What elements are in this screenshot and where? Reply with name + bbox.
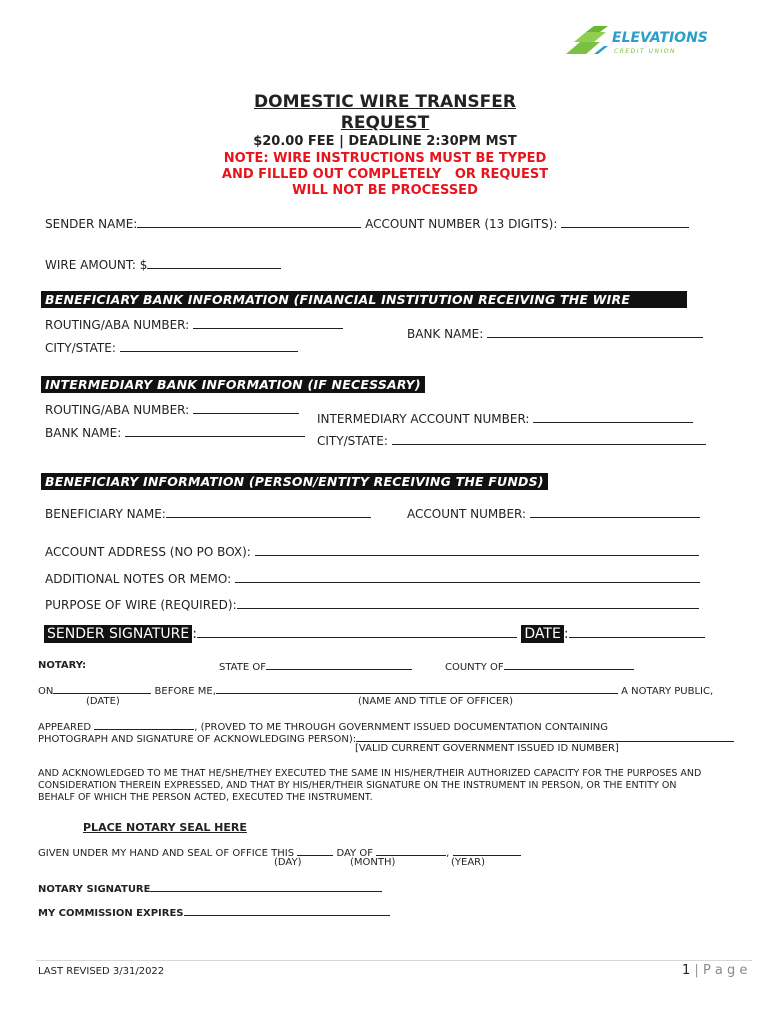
logo-name: ELEVATIONS [612, 30, 708, 46]
beneficiary-name-row [45, 506, 371, 521]
notary-before-me: BEFORE ME, [154, 686, 216, 697]
ib-city-field[interactable] [392, 433, 706, 445]
notary-commission-field[interactable] [184, 906, 390, 916]
account-number-field[interactable] [561, 216, 689, 228]
beneficiary-name-label: BENEFICIARY NAME: [45, 507, 166, 521]
logo [564, 22, 714, 62]
ib-account-row [317, 411, 693, 426]
signature-date-field[interactable] [569, 624, 705, 638]
notary-photograph-text: PHOTOGRAPH AND SIGNATURE OF ACKNOWLEDGING PERSON): [38, 734, 357, 745]
address-label: ACCOUNT ADDRESS (NO PO BOX): [45, 545, 251, 559]
notary-state-label: STATE OF [219, 662, 266, 673]
notary-county-row [445, 660, 634, 673]
purpose-label: PURPOSE OF WIRE (REQUIRED): [45, 598, 237, 612]
notary-year-field[interactable] [453, 846, 521, 856]
beneficiary-account-label: ACCOUNT NUMBER: [407, 507, 527, 521]
footer-page: 1 | P a g e [682, 963, 748, 978]
notary-valid-id-caption: [VALID CURRENT GOVERNMENT ISSUED ID NUMBER] [355, 743, 619, 754]
notary-on-date-field[interactable] [53, 684, 151, 694]
address-row [45, 544, 699, 559]
note-line-2: AND FILLED OUT COMPLETELY OR REQUEST [221, 167, 549, 182]
notary-appeared-label: APPEARED [38, 722, 92, 733]
notes-field[interactable] [235, 571, 700, 583]
notary-appeared-field[interactable] [94, 720, 194, 730]
notary-id-field[interactable] [356, 732, 734, 742]
date-label: DATE [521, 625, 563, 643]
notary-year-caption: (YEAR) [451, 857, 486, 868]
logo-subtitle: CREDIT UNION [614, 48, 676, 55]
ib-city-row [317, 433, 706, 448]
purpose-row [45, 597, 699, 612]
notary-ack-line-1: AND ACKNOWLEDGED TO ME THAT HE/SHE/THEY EXECUTED THE SAME IN HIS/HER/THEIR AUTHORIZED CAPACITY FOR THE PURPOSES AND [38, 768, 702, 779]
notary-month-field[interactable] [376, 846, 446, 856]
footer-page-word: P a g e [702, 963, 748, 978]
notary-county-field[interactable] [504, 660, 634, 670]
footer-revised: LAST REVISED 3/31/2022 [38, 966, 165, 977]
beneficiary-heading: BENEFICIARY INFORMATION (PERSON/ENTITY RECEIVING THE FUNDS) [41, 473, 548, 490]
ib-account-field[interactable] [533, 411, 693, 423]
ib-account-label: INTERMEDIARY ACCOUNT NUMBER: [317, 412, 530, 426]
address-field[interactable] [255, 544, 699, 556]
title-line-2: REQUEST [340, 113, 430, 133]
wire-amount-row [45, 257, 281, 272]
notary-officer-field[interactable] [216, 684, 618, 694]
footer-page-number: 1 [682, 963, 691, 978]
notary-on-label: ON [38, 686, 54, 697]
ib-city-label: CITY/STATE: [317, 434, 388, 448]
bb-routing-label: ROUTING/ABA NUMBER: [45, 318, 190, 332]
notary-day-of: DAY OF [336, 848, 373, 859]
bb-city-label: CITY/STATE: [45, 341, 116, 355]
fee-line: $20.00 FEE | DEADLINE 2:30PM MST [253, 134, 517, 149]
notary-label: NOTARY: [38, 660, 87, 671]
ib-routing-row [45, 402, 299, 417]
notary-day-caption: (DAY) [274, 857, 302, 868]
notary-day-field[interactable] [297, 846, 333, 856]
ib-routing-label: ROUTING/ABA NUMBER: [45, 403, 190, 417]
beneficiary-account-row [407, 506, 700, 521]
note-line-1: NOTE: WIRE INSTRUCTIONS MUST BE TYPED [223, 151, 547, 166]
notary-given-row: GIVEN UNDER MY HAND AND SEAL OF OFFICE THIS DAY OF , [38, 846, 521, 859]
notary-signature-row [38, 882, 382, 895]
intermediary-bank-heading: INTERMEDIARY BANK INFORMATION (IF NECESSARY) [41, 376, 425, 393]
purpose-field[interactable] [237, 597, 699, 609]
account-number-label: ACCOUNT NUMBER (13 DIGITS): [365, 217, 558, 231]
notes-label: ADDITIONAL NOTES OR MEMO: [45, 572, 232, 586]
sender-name-label: SENDER NAME: [45, 217, 138, 231]
notary-commission-row [38, 906, 390, 919]
sender-signature-label: SENDER SIGNATURE [44, 625, 192, 643]
bb-city-row [45, 340, 298, 355]
notary-public-text: A NOTARY PUBLIC, [621, 686, 714, 697]
sender-signature-row: SENDER SIGNATURE : DATE : [44, 624, 705, 642]
sender-name-field[interactable] [137, 216, 361, 228]
notary-ack-line-2: CONSIDERATION THEREIN EXPRESSED, AND THAT BY HIS/HER/THEIR SIGNATURE ON THE INSTRUMENT IN PERSON, OR THE ENTITY ON [38, 780, 677, 791]
bb-bank-label: BANK NAME: [407, 327, 484, 341]
ib-bank-field[interactable] [125, 425, 305, 437]
bb-city-field[interactable] [120, 340, 298, 352]
note-line-3: WILL NOT BE PROCESSED [292, 183, 478, 198]
notary-seal-text: PLACE NOTARY SEAL HERE [83, 821, 247, 834]
notary-county-label: COUNTY OF [445, 662, 504, 673]
notary-signature-field[interactable] [150, 882, 382, 892]
beneficiary-name-field[interactable] [166, 506, 371, 518]
notary-date-caption: (DATE) [86, 696, 120, 707]
logo-mark-icon [564, 24, 610, 58]
notary-state-field[interactable] [266, 660, 412, 670]
sender-signature-field[interactable] [197, 624, 517, 638]
footer-divider [36, 960, 752, 961]
title-line-1: DOMESTIC WIRE TRANSFER [254, 92, 516, 112]
beneficiary-account-field[interactable] [530, 506, 700, 518]
notes-row [45, 571, 700, 586]
notary-officer-caption: (NAME AND TITLE OF OFFICER) [358, 696, 514, 707]
bb-bank-row [407, 326, 703, 341]
notary-month-caption: (MONTH) [350, 857, 396, 868]
bb-routing-field[interactable] [193, 317, 343, 329]
ib-bank-label: BANK NAME: [45, 426, 122, 440]
notary-ack-line-3: BEHALF OF WHICH THE PERSON ACTED, EXECUTED THE INSTRUMENT. [38, 792, 373, 803]
notary-proved-text: , (PROVED TO ME THROUGH GOVERNMENT ISSUED DOCUMENTATION CONTAINING [194, 722, 608, 733]
notary-commission-label: MY COMMISSION EXPIRES [38, 908, 184, 919]
ib-bank-row [45, 425, 305, 440]
wire-amount-field[interactable] [147, 257, 281, 269]
bb-bank-field[interactable] [487, 326, 703, 338]
notary-given-text: GIVEN UNDER MY HAND AND SEAL OF OFFICE THIS [38, 848, 295, 859]
notary-state-row [219, 660, 412, 673]
bb-routing-row [45, 317, 343, 332]
ib-routing-field[interactable] [193, 402, 299, 414]
wire-amount-label: WIRE AMOUNT: $ [45, 258, 148, 272]
beneficiary-bank-heading: BENEFICIARY BANK INFORMATION (FINANCIAL INSTITUTION RECEIVING THE WIRE [41, 291, 687, 308]
notary-signature-label: NOTARY SIGNATURE [38, 884, 151, 895]
sender-name-row [45, 216, 689, 231]
